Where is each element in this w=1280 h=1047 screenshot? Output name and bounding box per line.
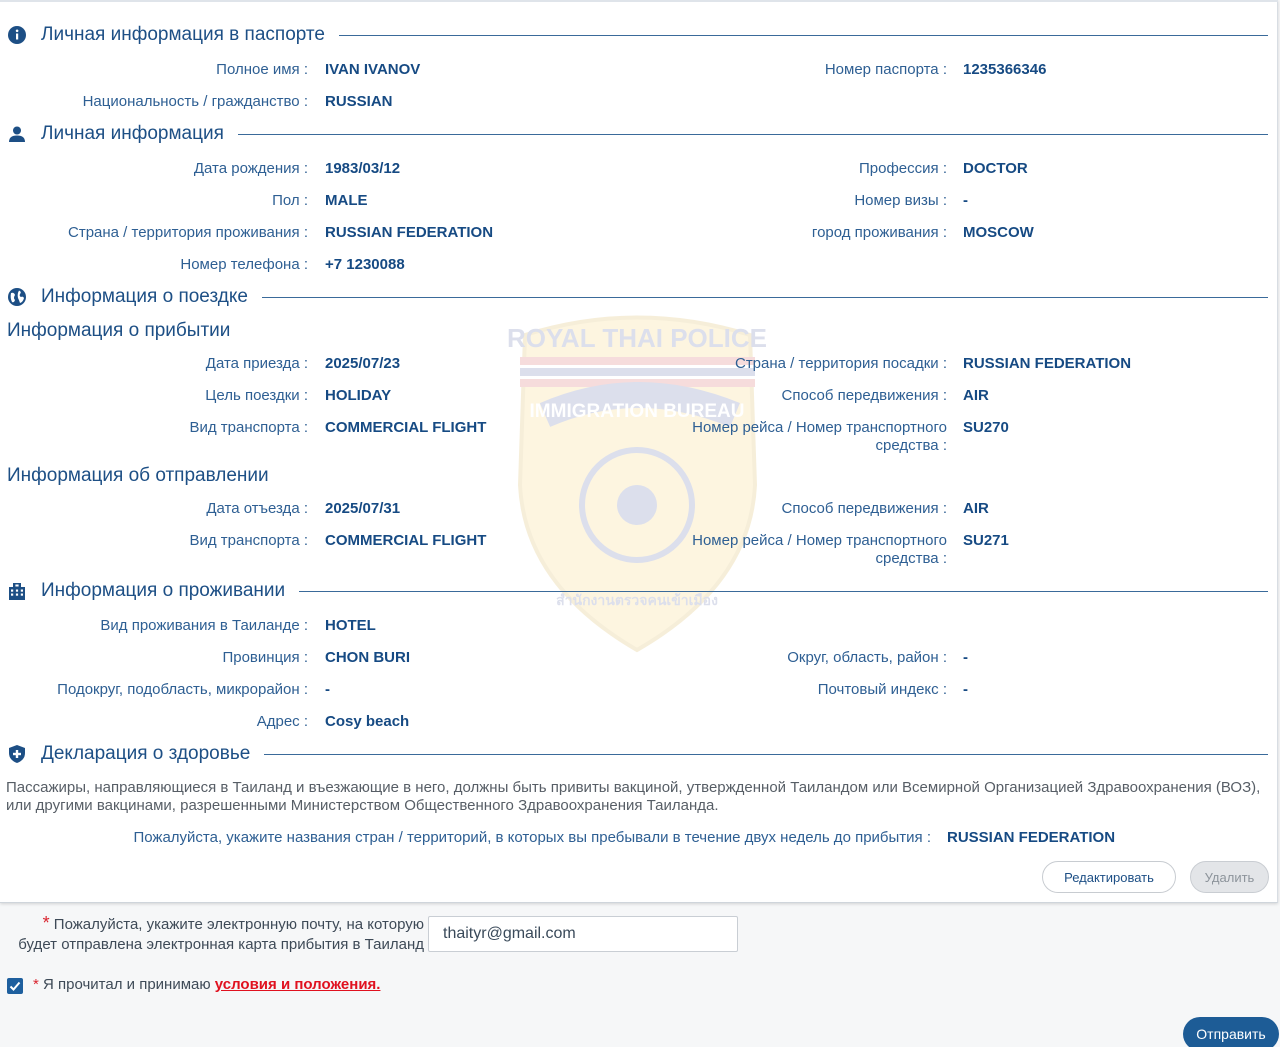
required-mark: * bbox=[42, 913, 50, 933]
section-accommodation-header bbox=[6, 578, 1268, 604]
departure-mode-label: Способ передвижения : bbox=[781, 500, 947, 517]
departure-date-label: Дата отъезда : bbox=[206, 500, 308, 517]
person-icon bbox=[6, 123, 28, 145]
section-title: Личная информация bbox=[41, 123, 224, 144]
section-title: Информация о проживании bbox=[41, 580, 286, 601]
section-health-header bbox=[6, 741, 1268, 767]
countries-visited-label: Пожалуйста, укажите названия стран / территорий, в которых вы пребывали в течение двух недель до прибытия : bbox=[133, 829, 931, 846]
profession-label: Профессия : bbox=[859, 160, 947, 177]
full-name-value: IVAN IVANOV bbox=[325, 61, 421, 78]
province-value: CHON BURI bbox=[325, 649, 410, 666]
required-mark: * bbox=[33, 976, 39, 993]
departure-transport-label: Вид транспорта : bbox=[189, 532, 308, 549]
country-value: RUSSIAN FEDERATION bbox=[325, 224, 494, 241]
section-trip-header bbox=[6, 284, 1268, 310]
globe-icon bbox=[6, 286, 28, 308]
section-title: Декларация о здоровье bbox=[41, 743, 251, 764]
district-value: - bbox=[963, 649, 968, 666]
watermark-top-text: ROYAL THAI POLICE bbox=[506, 323, 768, 353]
dob-value: 1983/03/12 bbox=[325, 160, 401, 177]
postcode-value: - bbox=[963, 681, 968, 698]
city-label: город проживания : bbox=[811, 224, 947, 241]
departure-flight-value: SU271 bbox=[963, 532, 1009, 549]
terms-checkbox[interactable] bbox=[7, 978, 23, 994]
edit-button[interactable]: Редактировать bbox=[1042, 861, 1176, 893]
passport-no-value: 1235366346 bbox=[963, 61, 1047, 78]
section-title: Личная информация в паспорте bbox=[41, 24, 325, 45]
email-label-text: Пожалуйста, укажите электронную почту, на которую будет отправлена электронная карта прибытия в Таиланд bbox=[18, 916, 424, 953]
departure-date-value: 2025/07/31 bbox=[325, 500, 401, 517]
departure-mode-value: AIR bbox=[963, 500, 989, 517]
delete-button[interactable]: Удалить bbox=[1190, 861, 1269, 893]
section-divider bbox=[299, 591, 1268, 592]
section-divider bbox=[238, 134, 1268, 135]
email-label bbox=[10, 913, 424, 955]
arrival-mode-value: AIR bbox=[963, 387, 989, 404]
purpose-value: HOLIDAY bbox=[325, 387, 392, 404]
email-input[interactable] bbox=[428, 916, 738, 952]
arrival-date-label: Дата приезда : bbox=[205, 355, 308, 372]
arrival-transport-label: Вид транспорта : bbox=[189, 419, 308, 436]
departure-subtitle: Информация об отправлении bbox=[7, 465, 269, 486]
province-label: Провинция : bbox=[222, 649, 308, 666]
district-label: Округ, область, район : bbox=[787, 649, 947, 666]
arrival-flight-label: Номер рейса / Номер транспортного средства : bbox=[692, 419, 947, 454]
phone-label: Номер телефона : bbox=[180, 256, 308, 273]
section-passport-header bbox=[6, 22, 1268, 48]
section-divider bbox=[339, 35, 1268, 36]
submit-button[interactable]: Отправить bbox=[1183, 1017, 1279, 1047]
nationality-label: Национальность / гражданство : bbox=[82, 93, 308, 110]
city-value: MOSCOW bbox=[963, 224, 1034, 241]
subdistrict-label: Подокруг, подобласть, микрорайон : bbox=[57, 681, 308, 698]
section-divider bbox=[264, 754, 1268, 755]
departure-transport-value: COMMERCIAL FLIGHT bbox=[325, 532, 487, 549]
section-title: Информация о поездке bbox=[41, 286, 248, 307]
building-icon bbox=[6, 580, 28, 602]
arrival-date-value: 2025/07/23 bbox=[325, 355, 401, 372]
info-icon bbox=[6, 24, 28, 46]
terms-link[interactable]: условия и положения. bbox=[214, 976, 381, 993]
subdistrict-value: - bbox=[325, 681, 330, 698]
visa-label: Номер визы : bbox=[854, 192, 947, 209]
terms-text: Я прочитал и принимаю bbox=[43, 976, 211, 993]
watermark-band-text: IMMIGRATION BUREAU bbox=[529, 401, 745, 422]
profession-value: DOCTOR bbox=[963, 160, 1028, 177]
passport-no-label: Номер паспорта : bbox=[824, 61, 947, 78]
shield-icon bbox=[6, 743, 28, 765]
checkmark-icon bbox=[9, 980, 21, 992]
departure-flight-label: Номер рейса / Номер транспортного средства : bbox=[692, 532, 947, 567]
sex-value: MALE bbox=[325, 192, 368, 209]
postcode-label: Почтовый индекс : bbox=[817, 681, 947, 698]
health-notice: Пассажиры, направляющиеся в Таиланд и въезжающие в него, должны быть привиты вакциной, утвержденной Таиландом или Всемирной Организацией Здравоохранения (ВОЗ), или другими вакцинами, разрешенными Министерством Общественного Здравоохранения Таиланда. bbox=[6, 779, 1261, 814]
purpose-label: Цель поездки : bbox=[205, 387, 308, 404]
sex-label: Пол : bbox=[272, 192, 308, 209]
watermark-thai-text: สำนักงานตรวจคนเข้าเมือง bbox=[556, 593, 718, 609]
full-name-label: Полное имя : bbox=[216, 61, 308, 78]
accommodation-type-label: Вид проживания в Таиланде : bbox=[100, 617, 308, 634]
boarding-country-value: RUSSIAN FEDERATION bbox=[963, 355, 1132, 372]
section-personal-header bbox=[6, 121, 1268, 147]
address-value: Cosy beach bbox=[325, 713, 410, 730]
boarding-country-label: Страна / территория посадки : bbox=[734, 355, 947, 372]
arrival-transport-value: COMMERCIAL FLIGHT bbox=[325, 419, 487, 436]
dob-label: Дата рождения : bbox=[193, 160, 308, 177]
country-label: Страна / территория проживания : bbox=[68, 224, 308, 241]
countries-visited-value: RUSSIAN FEDERATION bbox=[947, 829, 1116, 846]
arrival-subtitle: Информация о прибытии bbox=[7, 320, 231, 341]
section-divider bbox=[262, 297, 1268, 298]
card-top-border bbox=[0, 0, 1278, 2]
nationality-value: RUSSIAN bbox=[325, 93, 393, 110]
address-label: Адрес : bbox=[256, 713, 308, 730]
arrival-mode-label: Способ передвижения : bbox=[781, 387, 947, 404]
accommodation-type-value: HOTEL bbox=[325, 617, 376, 634]
terms-agreement bbox=[33, 976, 380, 993]
arrival-flight-value: SU270 bbox=[963, 419, 1009, 436]
phone-value: +7 1230088 bbox=[325, 256, 405, 273]
visa-value: - bbox=[963, 192, 968, 209]
